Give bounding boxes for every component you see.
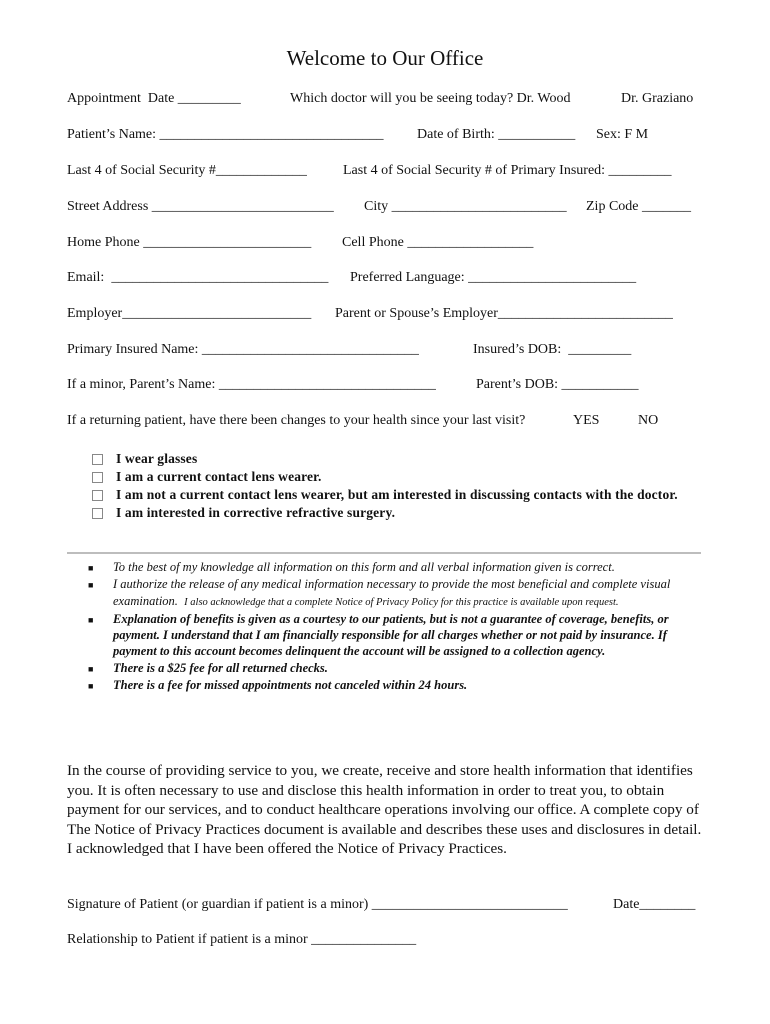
bullet-text: Explanation of benefits is given as a courtesy to our patients, but is not a guarantee of coverage, benefits, or payment. I understand that I am financially responsible for all charges whether or not paid by insurance. If payment to this account becomes delinquent the account will be assigned to a collection agency. — [113, 611, 669, 659]
checkbox-icon[interactable] — [92, 508, 103, 519]
bullet-square-icon: ■ — [88, 580, 94, 591]
checkbox-label: I am a current contact lens wearer. — [116, 469, 322, 484]
checkbox-icon[interactable] — [92, 472, 103, 483]
yes-option[interactable]: YES — [573, 413, 600, 428]
sex-field[interactable]: Sex: F M — [596, 127, 649, 142]
minor-parent-name-field[interactable]: If a minor, Parent’s Name: _______________________________ — [67, 377, 436, 392]
bullet-text: To the best of my knowledge all information on this form and all verbal information given is correct. — [113, 560, 615, 574]
relationship-field[interactable]: Relationship to Patient if patient is a minor _______________ — [67, 932, 417, 947]
ssn-last4-field[interactable]: Last 4 of Social Security #_____________ — [67, 163, 307, 178]
checkbox-icon[interactable] — [92, 454, 103, 465]
returning-patient-question: If a returning patient, have there been changes to your health since your last visit? — [67, 413, 526, 428]
bullet-square-icon: ■ — [88, 614, 94, 625]
checkbox-item[interactable] — [90, 468, 690, 486]
patient-name-field[interactable]: Patient’s Name: ________________________________ — [67, 127, 384, 142]
bullet-square-icon: ■ — [88, 563, 94, 573]
bullet-text — [113, 576, 698, 611]
bullet-square-icon: ■ — [88, 681, 94, 692]
primary-insured-name-field[interactable]: Primary Insured Name: _______________________________ — [67, 342, 419, 357]
email-field[interactable]: Email: _______________________________ — [67, 270, 329, 285]
preferred-language-field[interactable]: Preferred Language: ________________________ — [350, 270, 637, 285]
parent-dob-field[interactable]: Parent’s DOB: ___________ — [476, 377, 639, 392]
which-doctor-field[interactable]: Which doctor will you be seeing today? Dr. Wood — [290, 91, 571, 106]
checkbox-icon[interactable] — [92, 490, 103, 501]
cell-phone-field[interactable]: Cell Phone __________________ — [342, 235, 534, 250]
checkbox-label: I wear glasses — [116, 451, 198, 466]
signature-date-field[interactable]: Date________ — [613, 897, 696, 912]
bullet-text-small: I also acknowledge that a complete Notice of Privacy Policy for this practice is available upon request. — [184, 596, 619, 608]
acknowledgement-bullets — [88, 559, 698, 694]
city-field[interactable]: City _________________________ — [364, 199, 567, 214]
appointment-date-field[interactable]: Appointment Date _________ — [67, 91, 241, 106]
employer-field[interactable]: Employer___________________________ — [67, 306, 312, 321]
spouse-employer-field[interactable]: Parent or Spouse’s Employer_________________________ — [335, 306, 673, 321]
bullet-text: There is a fee for missed appointments not canceled within 24 hours. — [113, 678, 468, 693]
doctor-option-graziano[interactable]: Dr. Graziano — [621, 91, 694, 106]
checkbox-list — [90, 450, 690, 522]
checkbox-label: I am not a current contact lens wearer, but am interested in discussing contacts with the doctor. — [116, 487, 678, 502]
list-item — [88, 611, 698, 660]
list-item — [88, 576, 698, 611]
list-item — [88, 677, 698, 694]
street-address-field[interactable]: Street Address __________________________ — [67, 199, 334, 214]
checkbox-item[interactable] — [90, 450, 690, 468]
list-item — [88, 660, 698, 677]
list-item — [88, 559, 698, 576]
bullet-square-icon: ■ — [88, 663, 94, 674]
primary-insured-ssn-field[interactable]: Last 4 of Social Security # of Primary Insured: _________ — [343, 163, 672, 178]
date-of-birth-field[interactable]: Date of Birth: ___________ — [417, 127, 576, 142]
checkbox-label: I am interested in corrective refractive surgery. — [116, 505, 396, 520]
insured-dob-field[interactable]: Insured’s DOB: _________ — [473, 342, 632, 357]
bullet-text-main: I authorize the release of any medical information necessary to provide the most beneficial and complete visual examination. — [113, 577, 671, 608]
checkbox-item[interactable] — [90, 504, 690, 522]
no-option[interactable]: NO — [638, 413, 659, 428]
home-phone-field[interactable]: Home Phone ________________________ — [67, 235, 312, 250]
bullet-text: There is a $25 fee for all returned checks. — [113, 660, 328, 675]
zip-code-field[interactable]: Zip Code _______ — [586, 199, 691, 214]
privacy-notice-paragraph: In the course of providing service to you, we create, receive and store health information that identifies you. It is often necessary to use and disclose this health information in order to treat you, to obtain payment for our services, and to conduct healthcare operations involving our office. A complete copy of The Notice of Privacy Practices document is available and describes these uses and disclosures in detail. I acknowledged that I have been offered the Notice of Privacy Practices. — [67, 762, 702, 857]
section-divider — [67, 552, 701, 554]
patient-signature-field[interactable]: Signature of Patient (or guardian if patient is a minor) ____________________________ — [67, 897, 568, 912]
checkbox-item[interactable] — [90, 486, 690, 504]
form-title: Welcome to Our Office — [286, 46, 484, 70]
